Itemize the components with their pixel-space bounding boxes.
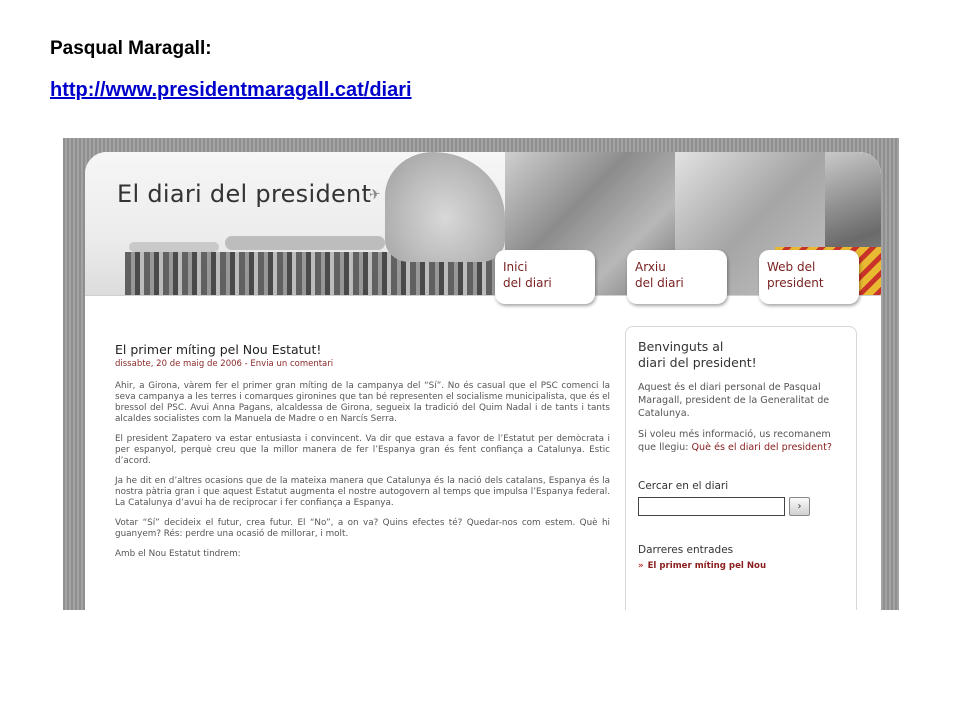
tab-label-line1: Inici bbox=[503, 260, 528, 274]
plane-icon: ✈ bbox=[367, 185, 382, 203]
search-input[interactable] bbox=[638, 497, 785, 516]
website-page bbox=[85, 152, 881, 610]
tab-label-line2: del diari bbox=[503, 276, 552, 290]
blog-post bbox=[115, 342, 610, 569]
sidebar-intro: Aquest és el diari personal de Pasqual Maragall, president de la Generalitat de Catalunya. bbox=[638, 382, 830, 419]
search-form bbox=[638, 497, 844, 516]
header-photo-plane bbox=[225, 236, 385, 250]
post-meta[interactable]: dissabte, 20 de maig de 2006 - Envia un comentari bbox=[115, 359, 334, 369]
post-paragraph: Ja he dit en d’altres ocasions que de la mateixa manera que Catalunya és la nació dels catalans, Espanya és la nostra pàtria gran i que aquest Estatut augmenta el nostre autogovern al temps que impulsa l’Espanya federal. La Catalunya d’avui ha de reciprocar i fer confiança a Espanya. bbox=[115, 476, 610, 508]
tab-label-line2: president bbox=[767, 276, 824, 290]
diari-url-link[interactable]: http://www.presidentmaragall.cat/diari bbox=[50, 79, 412, 101]
search-submit-button[interactable] bbox=[789, 497, 810, 516]
sidebar bbox=[625, 326, 857, 610]
welcome-line1: Benvinguts al bbox=[638, 339, 724, 354]
tab-label-line2: del diari bbox=[635, 276, 684, 290]
what-is-diari-link[interactable]: Què és el diari del president? bbox=[691, 442, 832, 453]
tab-web-del-president[interactable] bbox=[759, 250, 859, 304]
recent-entries-heading: Darreres entrades bbox=[638, 544, 734, 556]
sidebar-more-info bbox=[638, 428, 844, 454]
recent-entry-label: El primer míting pel Nou bbox=[647, 561, 767, 571]
tab-inici-del-diari[interactable] bbox=[495, 250, 595, 304]
page-title: Pasqual Maragall: bbox=[50, 38, 212, 59]
tab-label-line1: Web del bbox=[767, 260, 816, 274]
search-heading: Cercar en el diari bbox=[638, 480, 729, 492]
welcome-heading bbox=[638, 339, 844, 371]
header-photo-jet bbox=[129, 242, 219, 252]
post-paragraph: Amb el Nou Estatut tindrem: bbox=[115, 549, 241, 559]
welcome-line2: diari del president! bbox=[638, 355, 757, 370]
website-screenshot bbox=[63, 138, 899, 610]
site-header-title: El diari del president bbox=[117, 180, 372, 208]
post-paragraph: El president Zapatero va estar entusiasta i convincent. Va dir que estava a favor de l’Estatut per demòcrata i per espanyol, perquè creu que la millor manera de fer l’Espanya gran és fent confiança a Catalunya. Estic d’acord. bbox=[115, 434, 610, 466]
recent-entry-link[interactable] bbox=[638, 561, 844, 572]
tab-label-line1: Arxiu bbox=[635, 260, 666, 274]
post-title[interactable]: El primer míting pel Nou Estatut! bbox=[115, 342, 322, 357]
chevron-right-icon: › bbox=[797, 501, 802, 512]
post-paragraph: Ahir, a Girona, vàrem fer el primer gran míting de la campanya del “Sí”. No és casual que el PSC comenci la seva campanya a les terres i comarques gironines que tan bé representen el socialisme municipalista, que és el bressol del PSC. Avui Anna Pagans, alcaldessa de Girona, segueix la tradició del Quim Nadal i de tants i tants alcaldes socialistes com la Manuela de Madre o en Narcís Serra. bbox=[115, 381, 610, 424]
more-info-text: Si voleu més informació, us recomanem que llegiu: bbox=[638, 429, 831, 453]
double-chevron-icon: » bbox=[638, 561, 644, 571]
post-paragraph: Votar “Sí” decideix el futur, crea futur. El “No”, a on va? Quins efectes té? Quedar-nos com estem. Què hi guanyem? Rés: perdre una ocasió de millorar, i molt. bbox=[115, 518, 610, 539]
tab-arxiu-del-diari[interactable] bbox=[627, 250, 727, 304]
